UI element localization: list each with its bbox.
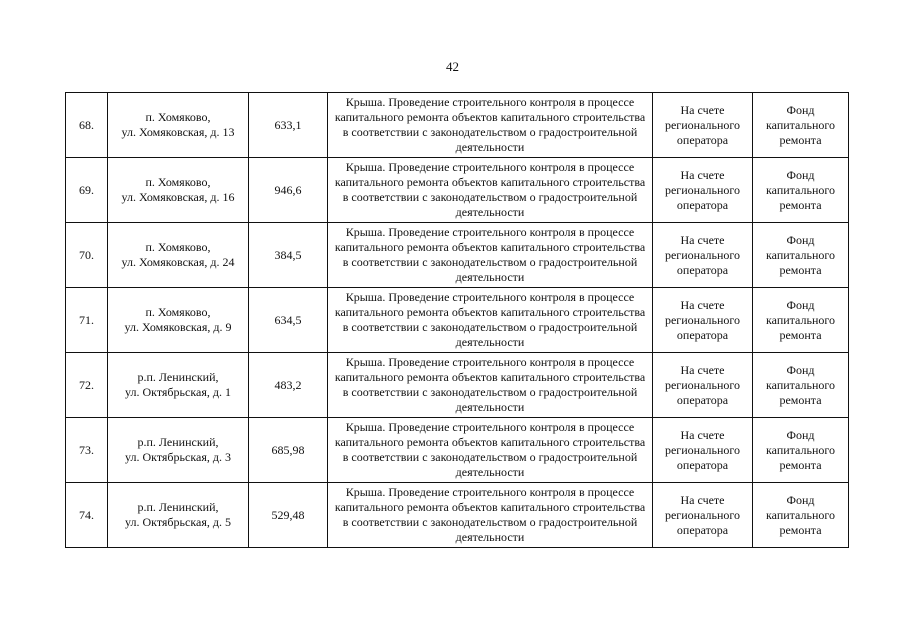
row-number: 72. [66,353,108,418]
area-value: 685,98 [249,418,328,483]
table-row [66,223,849,288]
address-settlement: р.п. Ленинский, [137,435,219,449]
address-street: ул. Октябрьская, д. 3 [125,450,231,464]
work-description: Крыша. Проведение строительного контроля в процессе капитального ремонта объектов капитального строительства в соответствии с законодательством о градостроительной деятельности [328,93,653,158]
funding-source: Фонд капитального ремонта [753,288,849,353]
funding-source: Фонд капитального ремонта [753,93,849,158]
work-description: Крыша. Проведение строительного контроля в процессе капитального ремонта объектов капитального строительства в соответствии с законодательством о градостроительной деятельности [328,483,653,548]
address-cell [108,353,249,418]
address-cell [108,158,249,223]
address-settlement: р.п. Ленинский, [137,370,219,384]
work-description: Крыша. Проведение строительного контроля в процессе капитального ремонта объектов капитального строительства в соответствии с законодательством о градостроительной деятельности [328,158,653,223]
area-value: 633,1 [249,93,328,158]
table-row [66,288,849,353]
address-cell [108,418,249,483]
funding-source: Фонд капитального ремонта [753,483,849,548]
account-type: На счете регионального оператора [653,418,753,483]
address-settlement: р.п. Ленинский, [137,500,219,514]
account-type: На счете регионального оператора [653,353,753,418]
account-type: На счете регионального оператора [653,93,753,158]
address-settlement: п. Хомяково, [145,240,211,254]
address-street: ул. Хомяковская, д. 24 [121,255,235,269]
address-cell [108,483,249,548]
funding-source: Фонд капитального ремонта [753,223,849,288]
account-type: На счете регионального оператора [653,483,753,548]
row-number: 73. [66,418,108,483]
row-number: 71. [66,288,108,353]
account-type: На счете регионального оператора [653,288,753,353]
row-number: 68. [66,93,108,158]
address-street: ул. Хомяковская, д. 9 [124,320,232,334]
area-value: 483,2 [249,353,328,418]
table-row [66,418,849,483]
address-street: ул. Хомяковская, д. 13 [121,125,235,139]
address-settlement: п. Хомяково, [145,305,211,319]
row-number: 74. [66,483,108,548]
table-row [66,158,849,223]
row-number: 69. [66,158,108,223]
area-value: 384,5 [249,223,328,288]
account-type: На счете регионального оператора [653,223,753,288]
area-value: 946,6 [249,158,328,223]
funding-source: Фонд капитального ремонта [753,418,849,483]
page-number: 42 [446,59,459,74]
work-description: Крыша. Проведение строительного контроля в процессе капитального ремонта объектов капитального строительства в соответствии с законодательством о градостроительной деятельности [328,353,653,418]
table-row [66,93,849,158]
address-settlement: п. Хомяково, [145,175,211,189]
area-value: 634,5 [249,288,328,353]
area-value: 529,48 [249,483,328,548]
address-street: ул. Октябрьская, д. 5 [125,515,231,529]
work-description: Крыша. Проведение строительного контроля в процессе капитального ремонта объектов капитального строительства в соответствии с законодательством о градостроительной деятельности [328,223,653,288]
address-cell [108,223,249,288]
funding-source: Фонд капитального ремонта [753,353,849,418]
funding-source: Фонд капитального ремонта [753,158,849,223]
address-cell [108,93,249,158]
account-type: На счете регионального оператора [653,158,753,223]
table-body [66,93,849,548]
work-description: Крыша. Проведение строительного контроля в процессе капитального ремонта объектов капитального строительства в соответствии с законодательством о градостроительной деятельности [328,418,653,483]
table-row [66,483,849,548]
work-description: Крыша. Проведение строительного контроля в процессе капитального ремонта объектов капитального строительства в соответствии с законодательством о градостроительной деятельности [328,288,653,353]
row-number: 70. [66,223,108,288]
address-cell [108,288,249,353]
repair-table [65,92,849,548]
address-settlement: п. Хомяково, [145,110,211,124]
address-street: ул. Октябрьская, д. 1 [125,385,231,399]
address-street: ул. Хомяковская, д. 16 [121,190,235,204]
table-row [66,353,849,418]
